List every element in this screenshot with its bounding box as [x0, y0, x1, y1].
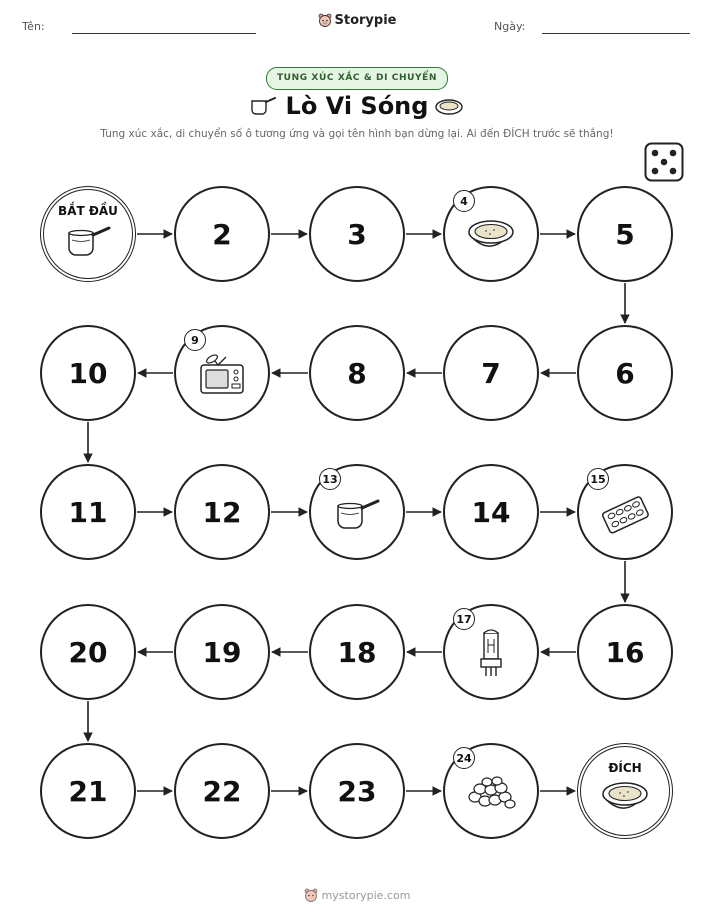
activity-badge: TUNG XÚC XẮC & DI CHUYỂN	[266, 67, 448, 90]
cell-label: BẮT ĐẦU	[58, 204, 118, 218]
cell-number: 2	[212, 217, 232, 251]
cell-number-badge: 13	[319, 468, 341, 490]
board-cell	[577, 604, 673, 700]
cell-number: 18	[337, 635, 377, 669]
board-cell	[577, 325, 673, 421]
cell-number: 14	[471, 495, 511, 529]
cell-number: 22	[202, 774, 242, 808]
cell-number: 8	[347, 356, 367, 390]
cell-number-badge: 4	[453, 190, 475, 212]
board-cell	[309, 186, 405, 282]
bear-logo-icon	[304, 888, 318, 905]
board-cell	[174, 604, 270, 700]
cell-number: 12	[202, 495, 242, 529]
chocolate-tray-icon	[600, 494, 650, 538]
cell-number: 6	[615, 356, 635, 390]
cell-number: 7	[481, 356, 501, 390]
cell-number-badge: 9	[184, 329, 206, 351]
cell-label: ĐÍCH	[608, 761, 642, 775]
cell-number: 23	[337, 774, 377, 808]
magnetron-tube-icon	[476, 629, 506, 683]
bowl-icon	[600, 780, 650, 820]
footer-url: mystorypie.com	[321, 889, 411, 902]
cell-number-badge: 17	[453, 608, 475, 630]
cell-number-badge: 15	[587, 468, 609, 490]
saucepan-icon	[65, 224, 111, 262]
cell-number: 3	[347, 217, 367, 251]
board-cell	[577, 186, 673, 282]
date-label: Ngày:	[494, 20, 526, 33]
board-cell	[174, 186, 270, 282]
instructions: Tung xúc xắc, di chuyển số ô tương ứng và gọi tên hình bạn dừng lại. Ai đến ĐÍCH trước sẽ thắng!	[100, 128, 614, 140]
popcorn-icon	[465, 775, 517, 815]
cell-number: 5	[615, 217, 635, 251]
board-cell	[443, 464, 539, 560]
cell-number: 19	[202, 635, 242, 669]
board-cell	[174, 464, 270, 560]
start-cell	[40, 186, 136, 282]
finish-cell	[577, 743, 673, 839]
name-label: Tên:	[22, 20, 45, 33]
board-cell	[40, 743, 136, 839]
microwave-antenna-icon	[198, 353, 246, 401]
page-title: Lò Vi Sóng	[285, 92, 429, 120]
board-cell	[40, 464, 136, 560]
footer	[0, 888, 714, 905]
board-cell	[309, 325, 405, 421]
board-cell	[309, 604, 405, 700]
bowl-icon	[466, 218, 516, 258]
saucepan-icon	[334, 497, 380, 535]
board-cell	[40, 325, 136, 421]
board-cell	[174, 743, 270, 839]
cell-number: 21	[68, 774, 108, 808]
cell-number: 20	[68, 635, 108, 669]
cell-number: 11	[68, 495, 108, 529]
board-cell	[309, 743, 405, 839]
cell-number: 10	[68, 356, 108, 390]
board-cell	[40, 604, 136, 700]
board-cell	[443, 325, 539, 421]
brand-name: Storypie	[334, 13, 397, 28]
cell-number: 16	[605, 635, 645, 669]
cell-number-badge: 24	[453, 747, 475, 769]
